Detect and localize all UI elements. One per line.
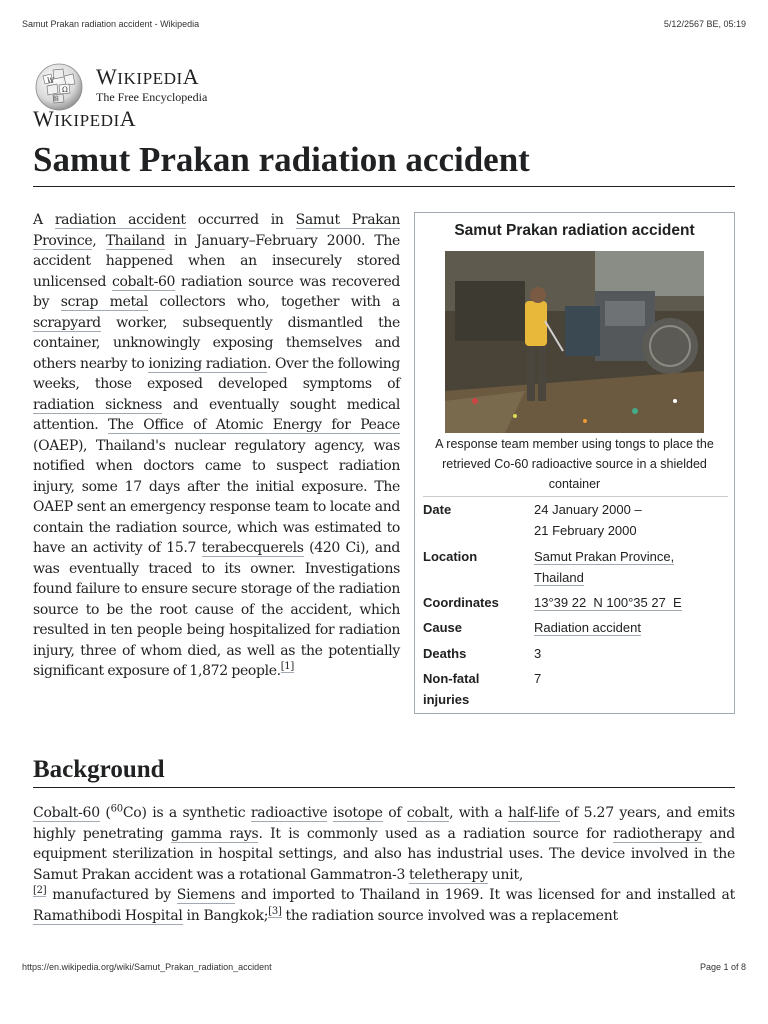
infobox-label: Cause [423, 620, 463, 635]
print-page-indicator: Page 1 of 8 [699, 962, 746, 972]
citation-ref-2[interactable]: [2] [33, 885, 47, 897]
wikipedia-tagline: The Free Encyclopedia [96, 90, 208, 104]
print-url: https://en.wikipedia.org/wiki/Samut_Prakan_radiation_accident [22, 962, 272, 972]
infobox [414, 212, 735, 714]
link-radiation-sickness[interactable]: radiation sickness [33, 396, 162, 413]
link-half-life[interactable]: half-life [508, 805, 560, 821]
link-oaep[interactable]: The Office of Atomic Energy for Peace [108, 417, 400, 433]
infobox-value [534, 547, 729, 588]
wikipedia-globe-icon [33, 62, 89, 112]
link-coordinates[interactable]: 13°39 22 N 100°35 27 E [534, 595, 682, 610]
page-title: Samut Prakan radiation accident [33, 140, 735, 187]
link-terabecquerels[interactable]: terabecquerels [201, 540, 304, 556]
link-ramathibodi-hospital[interactable]: Ramathibodi Hospital [33, 907, 183, 924]
infobox-caption: A response team member using tongs to place the retrieved Co-60 radioactive source in a shielded container [435, 437, 714, 491]
wikipedia-wordmark: WIKIPEDIA [96, 64, 200, 89]
link-radioactive[interactable]: radioactive [250, 805, 328, 821]
infobox-label: Date [423, 502, 452, 517]
link-radiotherapy[interactable]: radiotherapy [613, 825, 702, 842]
infobox-image[interactable] [445, 251, 704, 433]
link-cobalt-60-bg[interactable]: Cobalt-60 [33, 805, 100, 821]
citation-ref-3[interactable]: [3] [268, 905, 282, 917]
background-paragraph: Cobalt-60 ($^{60}$Co) is a synthetic radioactive isotope of cobalt, with a half-life of 5.27 years, and emits highly penetrating gamma rays. It is commonly used as a radiation source for radiotherapy and equipment sterilization in hospital settings, and also has industrial uses. The device involved in the Samut Prakan accident was a rotational Gammatron-3 teletherapy unit, [2] manufactured by Siemens and imported to Thailand in 1969. It was licensed for and installed at Ramathibodi Hospital in Bangkok;[3] the radiation source involved was a replacement [33, 803, 735, 924]
print-footer [22, 962, 746, 972]
link-cobalt-60[interactable]: cobalt-60 [111, 273, 176, 290]
link-scrap-metal[interactable]: scrap metal [60, 294, 148, 310]
infobox-value [534, 618, 729, 639]
lede-paragraph: A radiation accident occurred in Samut Prakan Province, Thailand in January–February 2000. The accident happened when an insecurely stored unlicensed cobalt-60 radiation source was recovered by scrap metal collectors who, together with a scrapyard worker, subsequently dismantled the container, unknowingly exposing themselves and others nearby to ionizing radiation. Over the following weeks, those exposed developed symptoms of radiation sickness and eventually sought medical attention. The Office of Atomic Energy for Peace (OAEP), Thailand's nuclear regulatory agency, was notified when doctors came to suspect radiation injury, some 17 days after the initial exposure. The OAEP sent an emergency response team to locate and contain the radiation source, which was estimated to have an activity of 15.7 terabecquerels (420 Ci), and was eventually traced to its owner. Investigations found failure to ensure secure storage of the radiation source to be the root cause of the accident, which resulted in ten people being hospitalized for radiation injury, three of whom died, as well as the potentially significant exposure of 1,872 people.[1] [33, 212, 401, 679]
wikipedia-logo[interactable] [33, 62, 333, 110]
link-cobalt[interactable]: cobalt [406, 805, 450, 821]
link-radiation-accident[interactable]: radiation accident [54, 212, 186, 228]
link-scrapyard[interactable]: scrapyard [33, 314, 101, 331]
link-teletherapy[interactable]: teletherapy [409, 866, 488, 883]
svg-text:Ω: Ω [62, 86, 68, 94]
link-radiation-accident-infobox[interactable]: Radiation accident [534, 620, 641, 635]
infobox-label: Non-fatal injuries [423, 671, 480, 707]
infobox-label: Coordinates [423, 595, 499, 610]
infobox-value: 7 [534, 671, 542, 686]
link-isotope[interactable]: isotope [333, 805, 383, 821]
scrapyard-photo-illustration [445, 251, 704, 433]
print-header [22, 19, 746, 29]
infobox-value: 3 [534, 646, 542, 661]
infobox-label: Location [423, 549, 478, 564]
link-gamma-rays[interactable]: gamma rays [170, 825, 259, 842]
link-samut-prakan-province-infobox[interactable]: Samut Prakan Province, [534, 549, 675, 564]
link-thailand[interactable]: Thailand [105, 232, 165, 249]
svg-text:W: W [47, 77, 55, 85]
section-heading-background: Background [33, 756, 735, 788]
infobox-value: 24 January 2000 – 21 February 2000 [534, 502, 642, 538]
infobox-title: Samut Prakan radiation accident [454, 222, 695, 239]
svg-text:維: 維 [53, 96, 60, 103]
print-page-title: Samut Prakan radiation accident - Wikipedia [22, 19, 200, 29]
infobox-value [534, 593, 729, 614]
link-siemens[interactable]: Siemens [176, 887, 236, 903]
link-thailand-infobox[interactable]: Thailand [534, 569, 584, 585]
print-timestamp: 5/12/2567 BE, 05:19 [663, 19, 746, 29]
infobox-label: Deaths [423, 646, 467, 661]
citation-ref-1[interactable]: [1] [280, 661, 294, 673]
link-ionizing-radiation[interactable]: ionizing radiation [148, 355, 267, 372]
link-samut-prakan-province[interactable]: Samut Prakan Province [33, 212, 400, 249]
wikipedia-wordmark-secondary: WIKIPEDIA [33, 106, 137, 131]
infobox-rows [423, 496, 728, 707]
